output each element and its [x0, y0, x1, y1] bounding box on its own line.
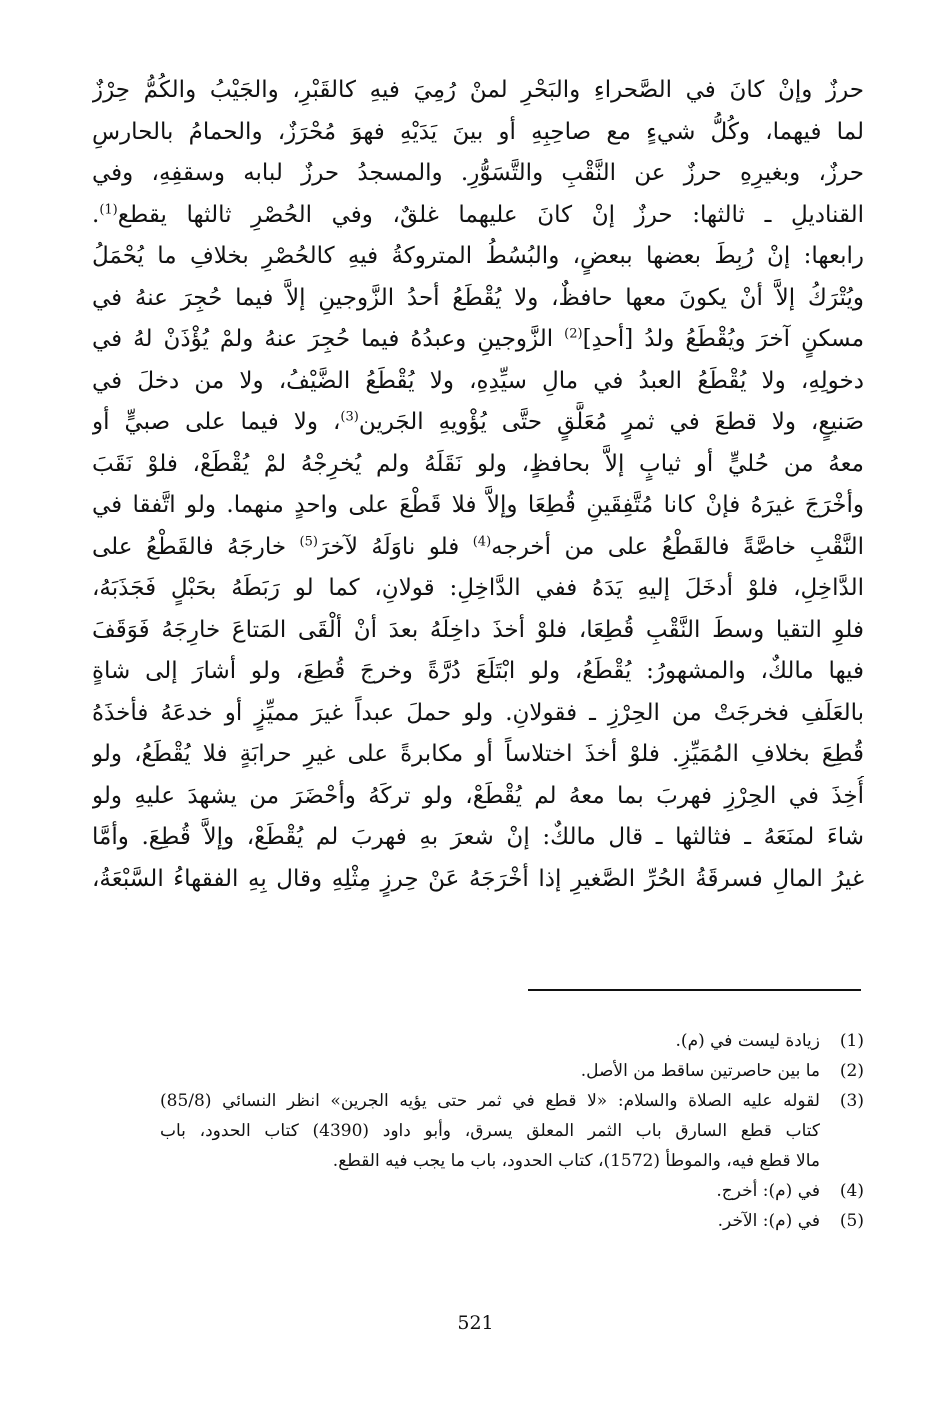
text-line: غيرُ المالِ فسرقَةُ الحُرِّ الصَّغيرِ إذا أخْرَجَهُ عَنْ حِرزٍ مِثْلِهِ وقال بِهِ الفقهاءُ السَّبْعَةُ،: [92, 865, 864, 892]
text-line: لما فيهما، وكُلُّ شيءٍ مع صاحِبِهِ أو بينَ يَدَيْهِ فهوَ مُحْرَزٌ، والحمامُ بالحارسِ: [92, 118, 864, 145]
text-line: رابعها: إنْ رُبِطَ بعضها ببعضٍ، والبُسُطُ المتروكةُ فيهِ كالحُصْرِ بخلافِ ما يُحْمَلُ: [92, 243, 864, 269]
footnote-number: (1): [839, 1031, 864, 1051]
text-segment: النَّقْبِ خاصَّةً فالقَطْعُ على من أخرجه: [491, 533, 864, 560]
footnote-reference-3: (3): [340, 409, 359, 425]
page-number: 521: [457, 1312, 494, 1334]
text-line: [92, 319, 864, 361]
punctuation: .: [92, 201, 100, 228]
text-segment: مسكنٍ آخرَ ويُقْطَعُ ولدُ [أحدِ]: [582, 326, 864, 352]
footnote-reference-1: (1): [99, 201, 118, 217]
text-line: قُطِعَ بخلافِ المُمَيِّزِ. فلوْ أخذَ اختلاساً أو مكابرةً على غيرِ حرابَةٍ فلا يُقْطَعُ، ولو: [92, 741, 864, 767]
text-segment: فلو ناوَلَهُ لآخرَ: [317, 533, 473, 560]
text-segment: القناديلِ ـ ثالثها: حرزٌ إنْ كانَ عليهما غلقٌ، وفي الحُصْرِ ثالثها يقطع: [117, 201, 864, 228]
footnote-line: زيادة ليست في (م).: [675, 1031, 820, 1051]
footnote-line: لقوله عليه الصلاة والسلام: «لا قطع في ثمر حتى يؤيه الجرين» انظر النسائي (85/8): [160, 1091, 820, 1111]
footnote-line: كتاب قطع السارق باب الثمر المعلق يسرق، وأبو داود (4390) كتاب الحدود، باب: [160, 1121, 820, 1141]
footnotes-block: [160, 1026, 864, 1236]
footnote-separator: [528, 989, 861, 991]
text-line: بالعَلَفِ فخرجَتْ من الحِرْزِ ـ فقولانِ. ولو حملَ عبداً غيرَ مميِّزٍ أو خدعَهُ فأخذَهُ: [92, 699, 864, 726]
text-line: الدَّاخِلِ، فلوْ أدخَلَ إليهِ يَدَهُ ففي الدَّاخِلِ: قولانِ، كما لو رَبَطَهُ بحَبْلٍ فَجَذَبَهُ،: [92, 575, 864, 601]
footnote-item: [160, 1086, 864, 1176]
text-line: فيها مالكٌ، والمشهورُ: يُقْطَعُ، ولو ابْتَلَعَ دُرَّةً وخرجَ قُطِعَ، ولو أشارَ إلى شاةٍ: [92, 658, 864, 684]
footnote-text: [160, 1086, 820, 1176]
text-segment: خارجَهُ فالقَطْعُ على: [92, 533, 300, 560]
footnote-item: [160, 1026, 864, 1056]
text-line: حرزٌ، وبغيرِهِ حرزٌ عن النَّقْبِ والتَّسَوُّرِ. والمسجدُ حرزٌ لبابه وسقفِهِ، وفي: [92, 160, 864, 186]
text-segment: صَنيعٍ، ولا قطعَ في ثمرٍ مُعَلَّقٍ حتَّى يُؤْويهِ الجَرين: [358, 409, 864, 435]
text-line: فلوِ التقيا وسطَ النَّقْبِ قُطِعَا، فلوْ أخذَ داخِلَهُ بعدَ أنْ ألْقَى المَتاعَ خارِجَهُ فَوَقَفَ: [92, 616, 864, 643]
text-line: شاءَ لمنَعَهُ ـ فثالثها ـ قال مالكٌ: إنْ شعرَ بهِ فهربَ لم يُقْطَعْ، وإلاَّ قُطِعَ. وأمَّا: [92, 824, 864, 850]
footnote-line: في (م): أخرج.: [716, 1181, 820, 1201]
footnote-reference-4: (4): [472, 533, 492, 549]
footnote-line: ما بين حاصرتين ساقط من الأصل.: [580, 1061, 820, 1081]
footnote-item: [160, 1056, 864, 1086]
footnote-text: [160, 1056, 820, 1086]
text-line: حرزٌ وإنْ كانَ في الصَّحراءِ والبَحْرِ لمنْ رُمِيَ فيهِ كالقَبْرِ، والجَيْبُ والكُمُّ حِرْزٌ: [92, 77, 864, 103]
footnote-number: (3): [839, 1091, 864, 1111]
footnote-text: [160, 1026, 820, 1056]
footnote-number: (4): [839, 1181, 864, 1201]
footnote-line: في (م): الآخر.: [717, 1211, 820, 1231]
footnote-item: [160, 1206, 864, 1236]
text-line: أُخِذَ في الحِرْزِ فهربَ بما معهُ لم يُقْطَعْ، ولو تركَهُ وأحْضَرَ من يشهدَ عليهِ ولو: [92, 782, 864, 809]
footnote-number: (2): [839, 1061, 864, 1081]
footnote-line: مالا قطع فيه، والموطأ (1572)، كتاب الحدود، باب ما يجب فيه القطع.: [332, 1151, 820, 1171]
text-line: دخولِهِ، ولا يُقْطَعُ العبدُ في مالِ سيِّدِهِ، ولا يُقْطَعُ الضَّيْفُ، ولا من دخلَ في: [92, 367, 864, 394]
footnote-reference-2: (2): [564, 326, 583, 342]
footnote-reference-5: (5): [299, 533, 318, 549]
text-line: معهُ من حُليٍّ أو ثيابٍ إلاَّ بحافظٍ، ولو نَقَلَهُ ولم يُخرِجْهُ لمْ يُقْطَعْ، فلوْ نَقَبَ: [92, 450, 864, 477]
footnote-number: (5): [839, 1211, 864, 1231]
text-line: [92, 402, 864, 444]
footnote-text: [160, 1176, 820, 1206]
text-line: وأخْرَجَ غيرَهُ فإنْ كانا مُتَّفِقَينِ قُطِعَا وإلاَّ فلا قَطْعَ على واحدٍ منهما. ولو اتَّفقا في: [92, 492, 864, 518]
footnote-item: [160, 1176, 864, 1206]
text-line: [92, 527, 864, 569]
text-segment: الزَّوجينِ وعبدُهُ فيما حُجِرَ عنهُ ولمْ يُؤْذَنْ لهُ في: [92, 326, 565, 352]
footnote-text: [160, 1206, 820, 1236]
text-line: ويُتْرَكُ إلاَّ أنْ يكونَ معها حافظٌ، ولا يُقْطَعُ أحدُ الزَّوجينِ إلاَّ فيما حُجِرَ عنهُ في: [92, 284, 864, 311]
text-segment: ، ولا فيما على صبيٍّ أو: [92, 409, 341, 435]
main-text-block: [92, 70, 864, 900]
text-line: [92, 195, 864, 237]
